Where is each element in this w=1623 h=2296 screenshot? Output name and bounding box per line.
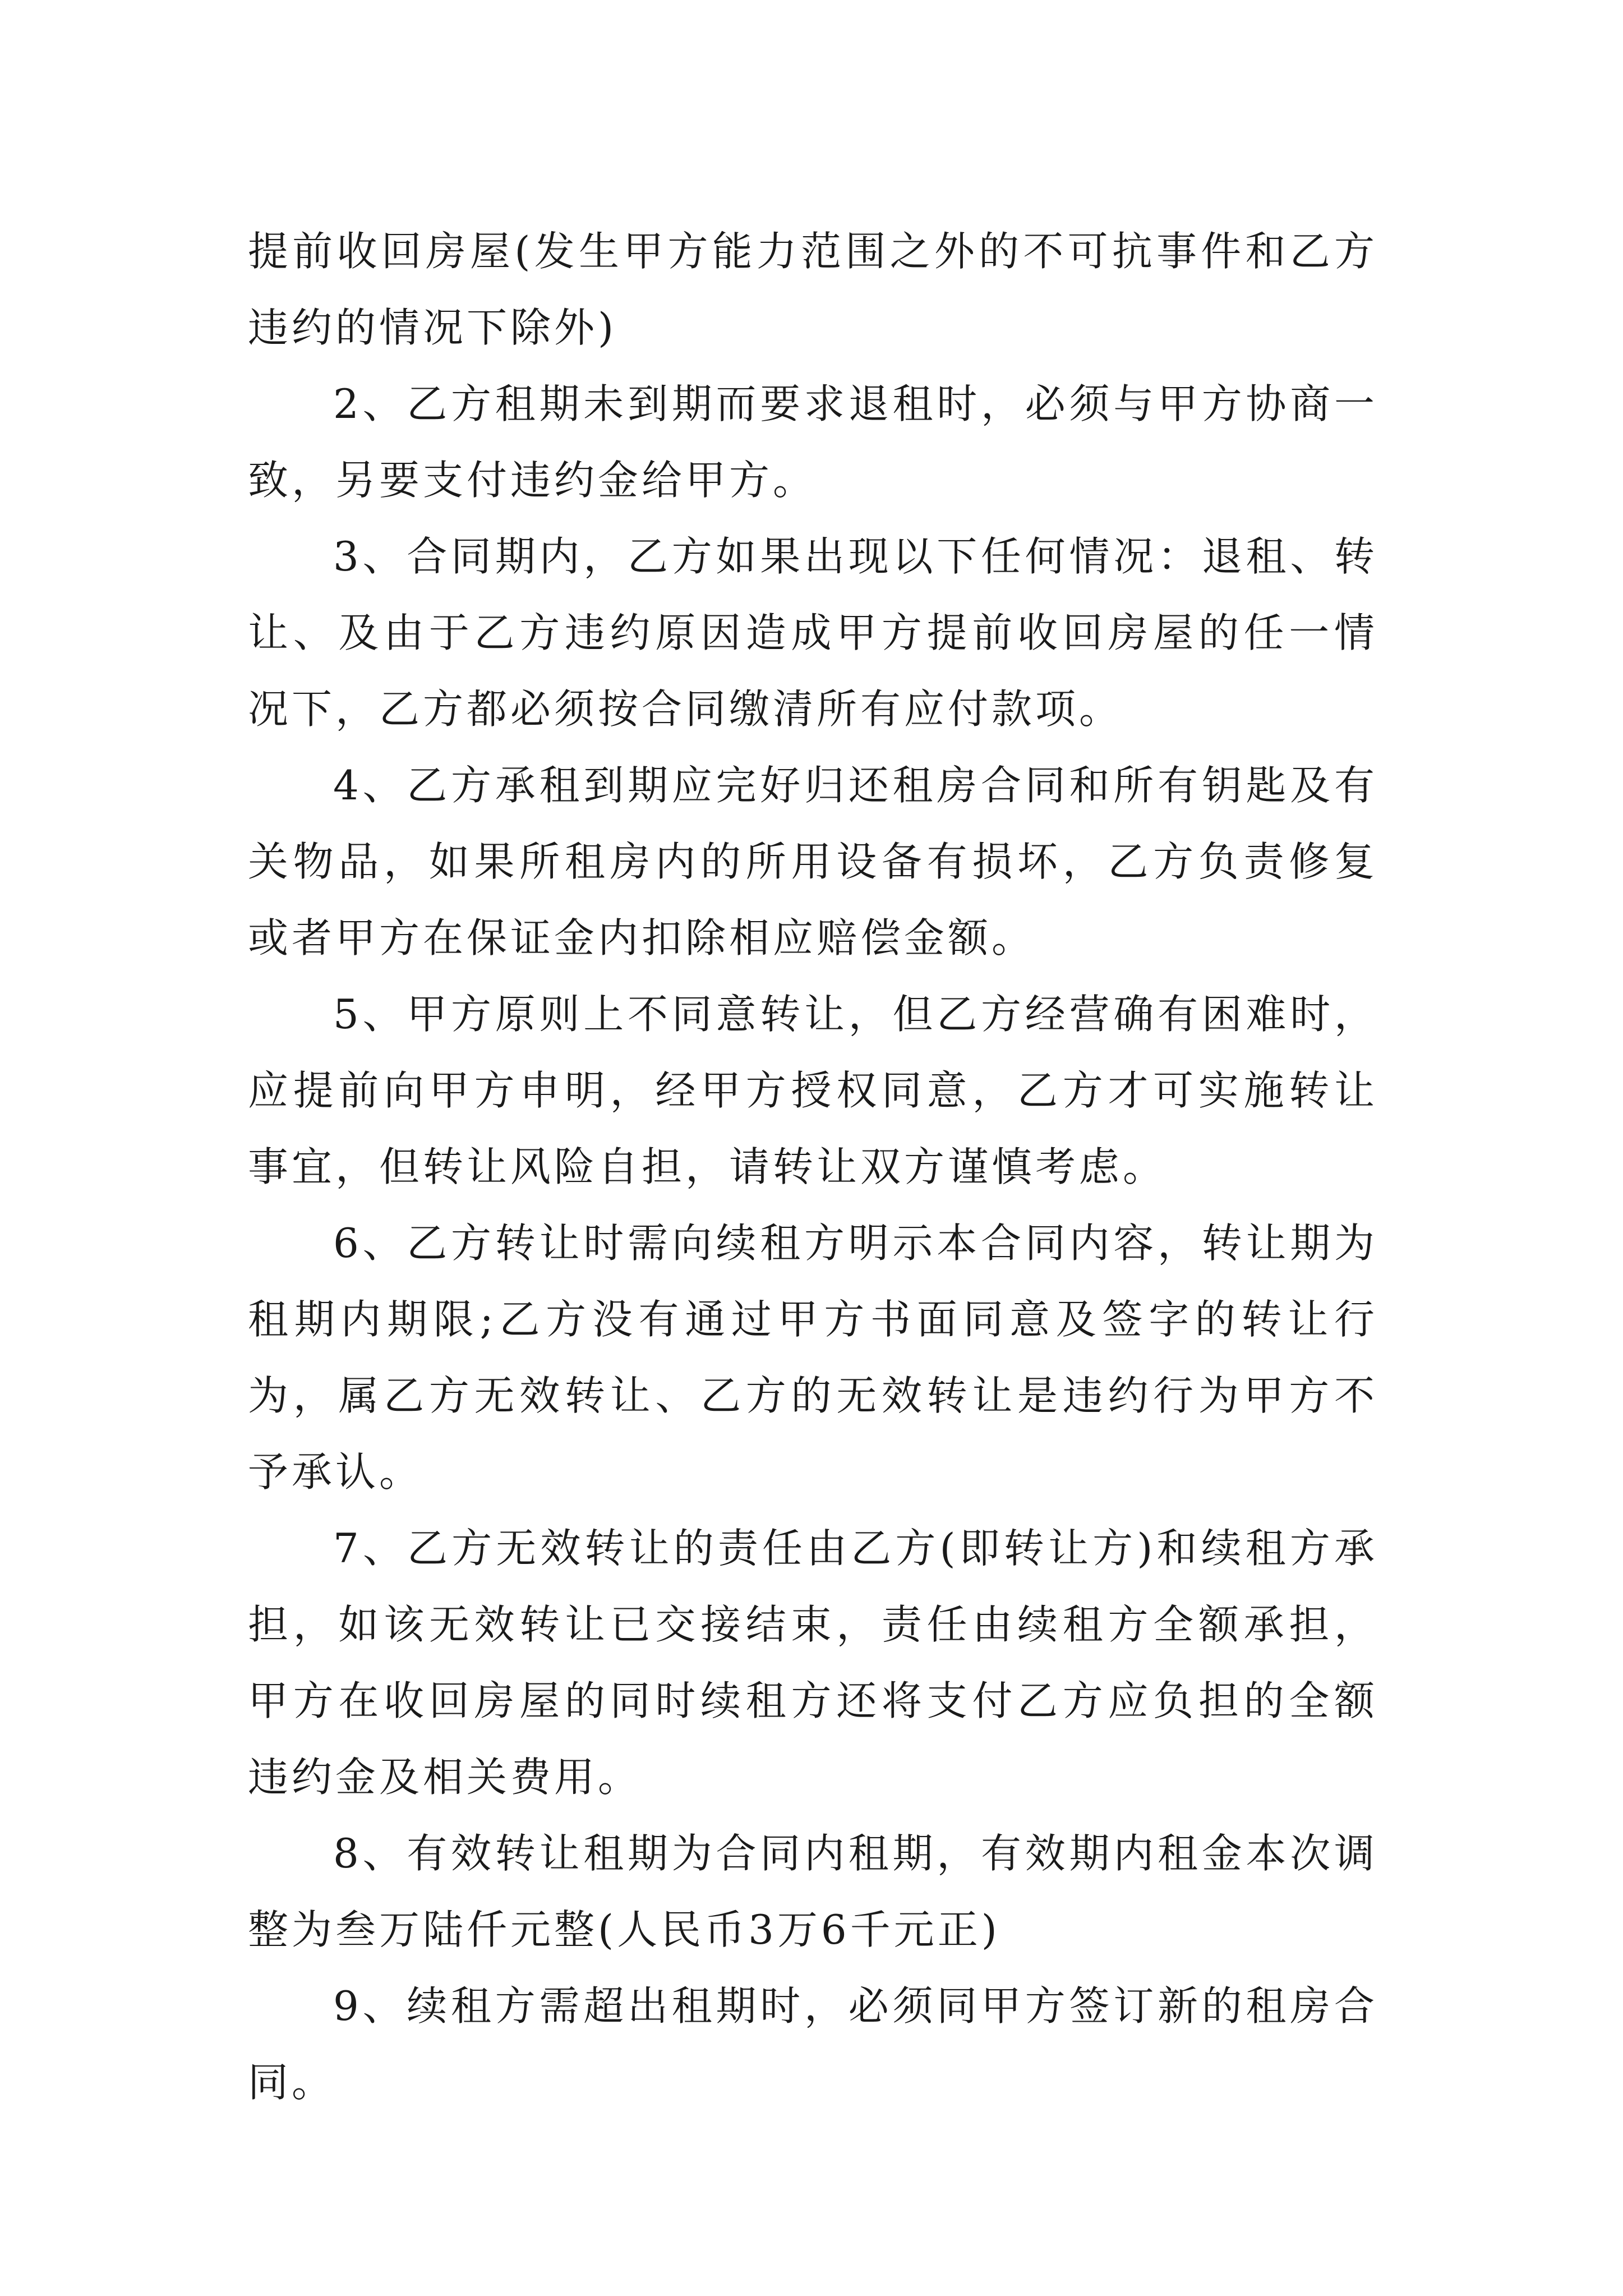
- clause-9: 9、续租方需超出租期时，必须同甲方签订新的租房合同。: [248, 1982, 1378, 2106]
- document-body: [248, 213, 1378, 2120]
- paragraph-continued: 提前收回房屋(发生甲方能力范围之外的不可抗事件和乙方违约的情况下除外): [248, 228, 1378, 351]
- clause-5: 5、甲方原则上不同意转让，但乙方经营确有困难时，应提前向甲方申明，经甲方授权同意，乙方才可实施转让事宜，但转让风险自担，请转让双方谨慎考虑。: [248, 991, 1378, 1190]
- clause-8: 8、有效转让租期为合同内租期，有效期内租金本次调整为叁万陆仟元整(人民币3万6千元正): [248, 1830, 1378, 1953]
- clause-4: 4、乙方承租到期应完好归还租房合同和所有钥匙及有关物品，如果所租房内的所用设备有损坏，乙方负责修复或者甲方在保证金内扣除相应赔偿金额。: [248, 762, 1378, 961]
- clause-7: 7、乙方无效转让的责任由乙方(即转让方)和续租方承担，如该无效转让已交接结束，责任由续租方全额承担，甲方在收回房屋的同时续租方还将支付乙方应负担的全额违约金及相关费用。: [248, 1525, 1378, 1801]
- clause-2: 2、乙方租期未到期而要求退租时，必须与甲方协商一致，另要支付违约金给甲方。: [248, 380, 1378, 504]
- clause-6: 6、乙方转让时需向续租方明示本合同内容，转让期为租期内期限;乙方没有通过甲方书面同意及签字的转让行为，属乙方无效转让、乙方的无效转让是违约行为甲方不予承认。: [248, 1220, 1378, 1496]
- clause-3: 3、合同期内，乙方如果出现以下任何情况：退租、转让、及由于乙方违约原因造成甲方提前收回房屋的任一情况下，乙方都必须按合同缴清所有应付款项。: [248, 533, 1378, 733]
